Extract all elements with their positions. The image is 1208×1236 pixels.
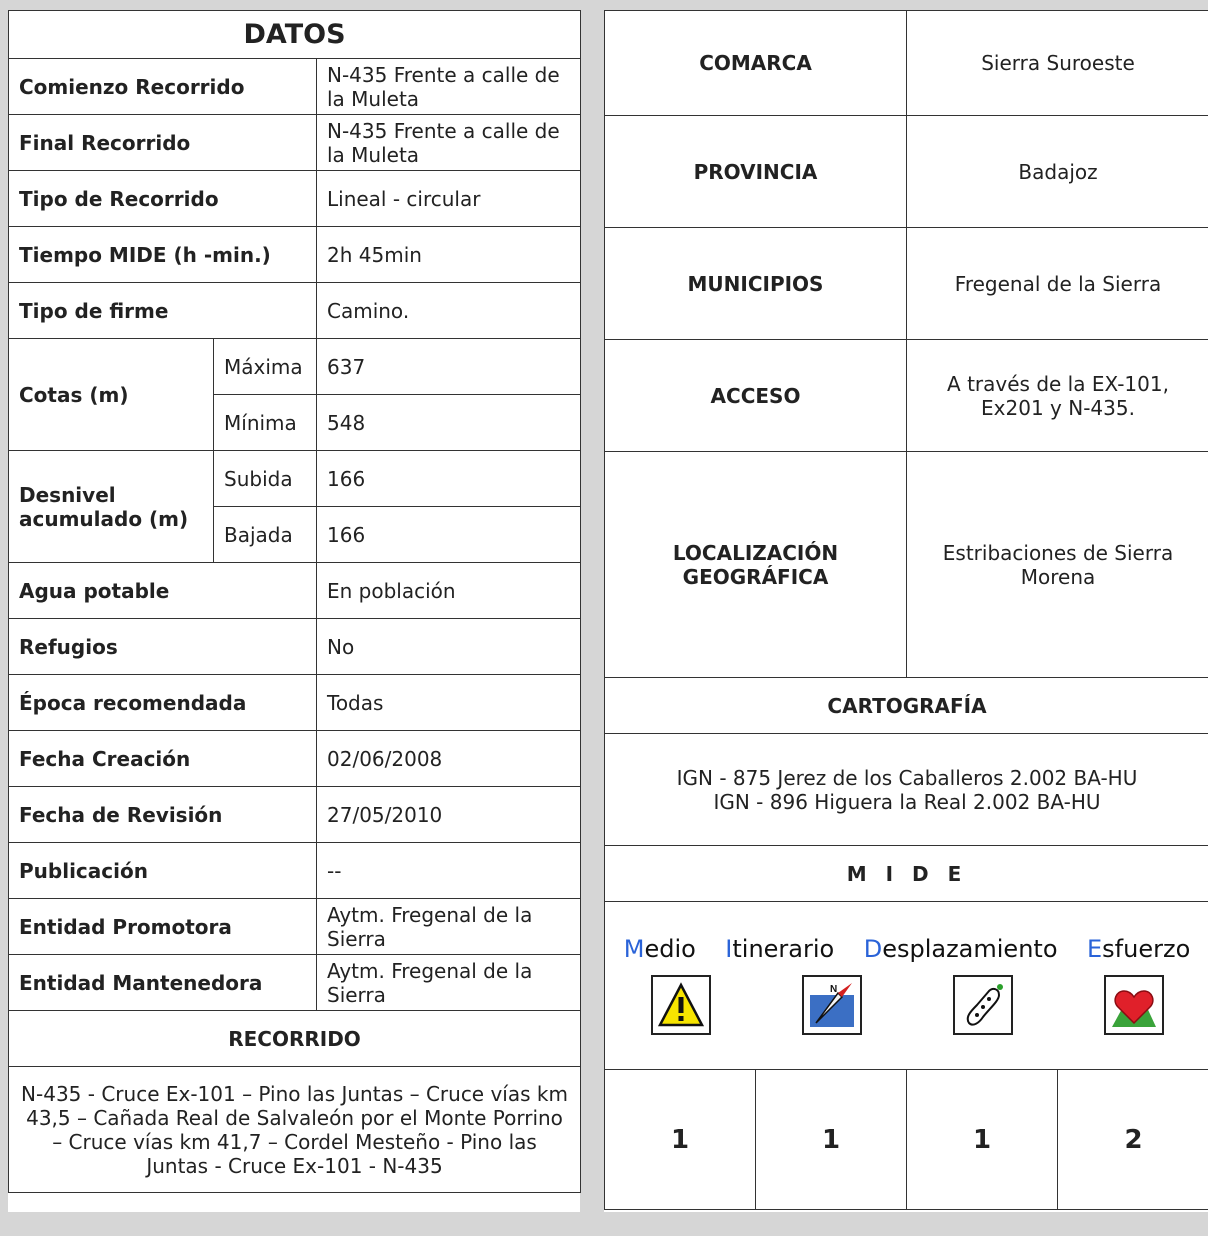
value-acceso: A través de la EX-101, Ex201 y N-435.: [907, 340, 1208, 452]
label-entidad-promotora: Entidad Promotora: [9, 899, 317, 955]
value-final: N-435 Frente a calle de la Muleta: [317, 115, 581, 171]
label-subida: Subida: [214, 451, 317, 507]
value-tipo-firme: Camino.: [317, 283, 581, 339]
info-table: [604, 10, 1208, 1210]
value-agua: En población: [317, 563, 581, 619]
boot-icon: [953, 975, 1013, 1035]
value-refugios: No: [317, 619, 581, 675]
mide-label-itinerario: Itinerario: [725, 934, 835, 963]
label-publicacion: Publicación: [9, 843, 317, 899]
mide-labels: [605, 934, 1208, 963]
label-cotas: Cotas (m): [9, 339, 214, 451]
label-desnivel: Desnivel acumulado (m): [9, 451, 214, 563]
mide-icons: [605, 975, 1208, 1035]
label-provincia: PROVINCIA: [605, 116, 907, 228]
value-tiempo-mide: 2h 45min: [317, 227, 581, 283]
label-epoca: Época recomendada: [9, 675, 317, 731]
recorrido-title: RECORRIDO: [9, 1011, 581, 1067]
datos-panel: [8, 10, 580, 1212]
label-localizacion: LOCALIZACIÓN GEOGRÁFICA: [605, 452, 907, 678]
value-tipo-recorrido: Lineal - circular: [317, 171, 581, 227]
cartografia-title: CARTOGRAFÍA: [605, 678, 1208, 734]
mide-value-desplazamiento: 1: [907, 1070, 1058, 1210]
label-refugios: Refugios: [9, 619, 317, 675]
value-comienzo: N-435 Frente a calle de la Muleta: [317, 59, 581, 115]
label-agua: Agua potable: [9, 563, 317, 619]
info-panel: [604, 10, 1208, 1212]
cartografia-line-2: IGN - 896 Higuera la Real 2.002 BA-HU: [713, 789, 1101, 814]
label-tiempo-mide: Tiempo MIDE (h -min.): [9, 227, 317, 283]
mide-title: M I D E: [605, 846, 1208, 902]
label-entidad-mantenedora: Entidad Mantenedora: [9, 955, 317, 1011]
mide-value-medio: 1: [605, 1070, 756, 1210]
value-fecha-revision: 27/05/2010: [317, 787, 581, 843]
label-cota-maxima: Máxima: [214, 339, 317, 395]
label-bajada: Bajada: [214, 507, 317, 563]
mide-label-desplazamiento: Desplazamiento: [863, 934, 1058, 963]
recorrido-text: N-435 - Cruce Ex-101 – Pino las Juntas – Cruce vías km 43,5 – Cañada Real de Salvaleón por el Monte Porrino – Cruce vías km 41,7 – Cordel Mesteño - Pino las Juntas - Cruce Ex-101 - N-435: [9, 1067, 581, 1193]
value-municipios: Fregenal de la Sierra: [907, 228, 1208, 340]
value-bajada: 166: [317, 507, 581, 563]
value-comarca: Sierra Suroeste: [907, 11, 1208, 116]
value-cota-maxima: 637: [317, 339, 581, 395]
warning-icon: [651, 975, 711, 1035]
label-acceso: ACCESO: [605, 340, 907, 452]
label-cota-minima: Mínima: [214, 395, 317, 451]
svg-text:N: N: [829, 983, 837, 995]
compass-icon: [802, 975, 862, 1035]
mide-label-medio: Medio: [623, 934, 696, 963]
label-comienzo: Comienzo Recorrido: [9, 59, 317, 115]
heart-icon: [1104, 975, 1164, 1035]
datos-title: DATOS: [9, 11, 581, 59]
label-final: Final Recorrido: [9, 115, 317, 171]
value-subida: 166: [317, 451, 581, 507]
label-comarca: COMARCA: [605, 11, 907, 116]
cartografia-cell: [605, 734, 1208, 846]
value-entidad-promotora: Aytm. Fregenal de la Sierra: [317, 899, 581, 955]
mide-label-esfuerzo: Esfuerzo: [1087, 934, 1191, 963]
label-fecha-creacion: Fecha Creación: [9, 731, 317, 787]
value-localizacion: Estribaciones de Sierra Morena: [907, 452, 1208, 678]
value-epoca: Todas: [317, 675, 581, 731]
label-tipo-firme: Tipo de firme: [9, 283, 317, 339]
value-publicacion: --: [317, 843, 581, 899]
value-cota-minima: 548: [317, 395, 581, 451]
mide-value-esfuerzo: 2: [1058, 1070, 1208, 1210]
label-tipo-recorrido: Tipo de Recorrido: [9, 171, 317, 227]
value-provincia: Badajoz: [907, 116, 1208, 228]
mide-value-itinerario: 1: [756, 1070, 907, 1210]
label-municipios: MUNICIPIOS: [605, 228, 907, 340]
mide-icons-cell: [605, 902, 1208, 1070]
datos-table: [8, 10, 581, 1193]
label-fecha-revision: Fecha de Revisión: [9, 787, 317, 843]
value-fecha-creacion: 02/06/2008: [317, 731, 581, 787]
value-entidad-mantenedora: Aytm. Fregenal de la Sierra: [317, 955, 581, 1011]
cartografia-line-1: IGN - 875 Jerez de los Caballeros 2.002 BA-HU: [676, 765, 1138, 790]
